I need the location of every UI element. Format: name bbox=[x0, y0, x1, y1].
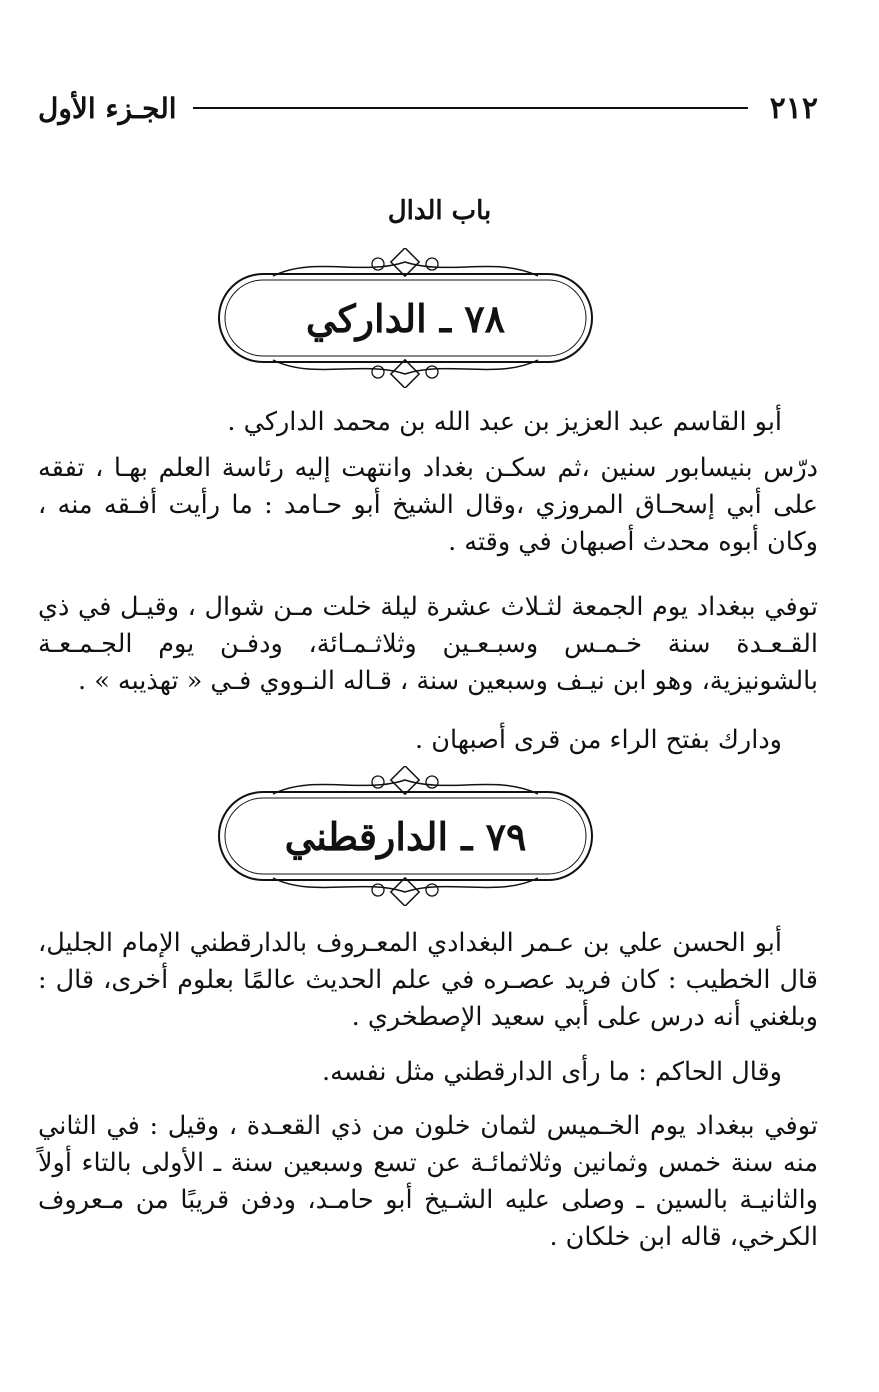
entry-78-paragraph-3: توفي ببغداد يوم الجمعة لثـلاث عشرة ليلة خلت مـن شوال ، وقيـل في ذي القـعـدة سنة خـمـس وسبـعـين وثلاثـمـائة، ودفـن يوم الجـمـعـة بالشونيزية، وهو ابن نيـف وسبعين سنة ، قـاله النـووي فـي « تهذيبه » . bbox=[38, 592, 818, 696]
entry-78-paragraph-1: أبو القاسم عبد العزيز بن عبد الله بن محمد الداركي . bbox=[227, 407, 782, 437]
page-number: ٢١٢ bbox=[769, 90, 818, 126]
entry-79-paragraph-2: وقال الحاكم : ما رأى الدارقطني مثل نفسه. bbox=[322, 1057, 782, 1087]
entry-79-paragraph-1: أبو الحسن علي بن عـمر البغدادي المعـروف بالدارقطني الإمام الجليل، قال الخطيب : كان فريد عصـره في علم الحديث عالمًا بعلوم أخرى، قال : وبلغني أنه درس على أبي سعيد الإصطخري . bbox=[38, 928, 818, 1032]
entry-heading-frame-79 bbox=[213, 766, 598, 906]
section-title: باب الدال bbox=[387, 196, 492, 226]
entry-heading-78: ٧٨ ـ الداركي bbox=[305, 295, 506, 341]
entry-heading-79: ٧٩ ـ الدارقطني bbox=[284, 813, 527, 859]
entry-78-paragraph-2: درّس بنيسابور سنين ،ثم سكـن بغداد وانتهت إليه رئاسة العلم بهـا ، تفقه على أبي إسحـاق المروزي ،وقال الشيخ أبو حـامد : ما رأيت أفـقه منه ، وكان أبوه محدث أصبهان في وقته . bbox=[38, 453, 818, 557]
part-title: الجـزء الأول bbox=[38, 91, 177, 125]
entry-78-paragraph-4: ودارك بفتح الراء من قرى أصبهان . bbox=[415, 725, 782, 755]
page-header bbox=[38, 88, 818, 128]
entry-heading-frame-78 bbox=[213, 248, 598, 388]
entry-79-paragraph-3: توفي ببغداد يوم الخـميس لثمان خلون من ذي القعـدة ، وقيل : في الثاني منه سنة خمس وثمانين وثلاثمائـة عن تسع وسبعين سنة ـ الأولى بالتاء أولاً والثانيـة بالسين ـ وصلى عليه الشـيخ أبو حامـد، ودفن قريبًا من مـعروف الكرخي، قاله ابن خلكان . bbox=[38, 1111, 818, 1252]
header-rule bbox=[193, 107, 748, 109]
